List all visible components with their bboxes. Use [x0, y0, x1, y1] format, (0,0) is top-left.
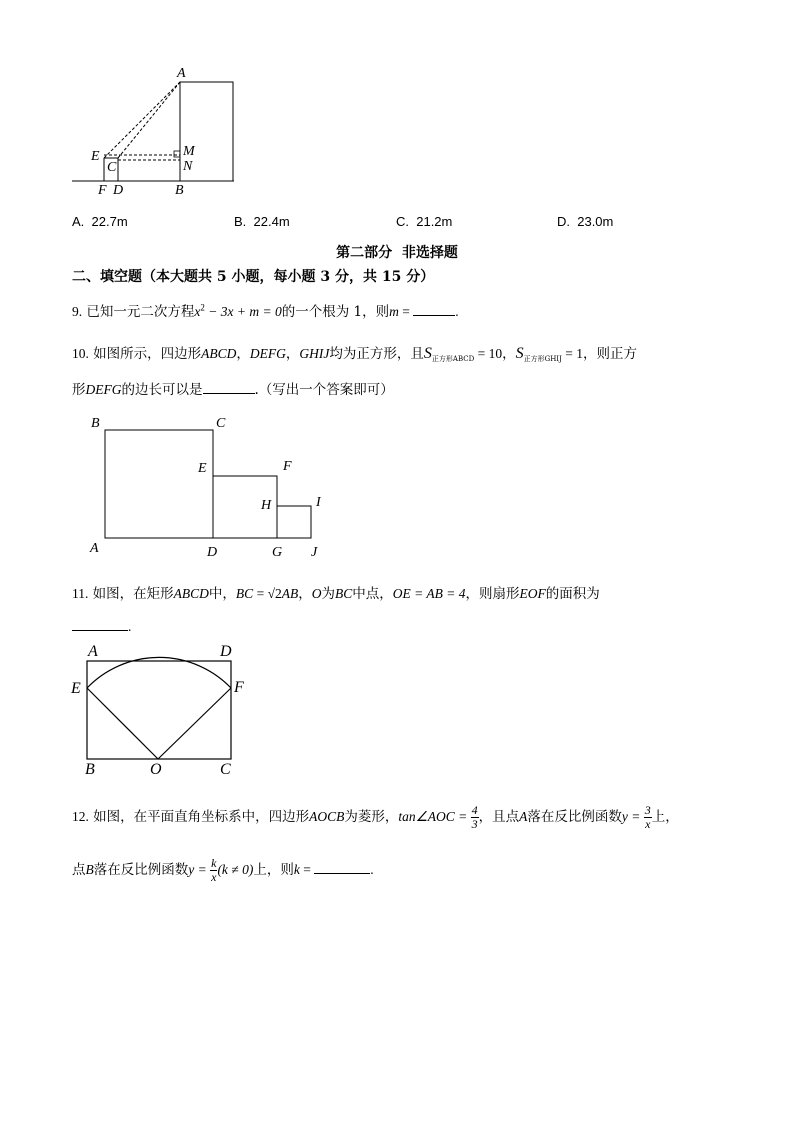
q11-answer-blank [72, 618, 128, 631]
q10-label-d: D [207, 545, 218, 560]
q8-label-n: N [183, 159, 193, 174]
q8-label-e: E [91, 149, 100, 164]
q8-option-b: B. 22.4m [234, 214, 290, 229]
q10-label-c: C [216, 416, 226, 431]
q8-option-a: A. 22.7m [72, 214, 128, 229]
q10-label-h: H [261, 498, 272, 513]
q10-label-f: F [283, 459, 292, 474]
question-11-line-1: 11. 如图，在矩形ABCD中，BC = √2AB，O为BC中点，OE = AB = 4，则扇形EOF的面积为 [72, 586, 600, 602]
q11-label-d: D [220, 643, 232, 660]
q10-label-e: E [198, 461, 207, 476]
q11-label-c: C [220, 761, 231, 778]
part-title: 二、填空题（本大题共 5 小题，每小题 3 分，共 15 分） [72, 269, 435, 285]
question-12-line-1: 12. 如图，在平面直角坐标系中，四边形AOCB为菱形，tan∠AOC = $\frac{4}{3}$ ，且点A落在反比例函数y = $\frac{3}{x}$ 上， [72, 803, 679, 831]
q12-function-2-fraction: $\frac{k}{x}$ [211, 856, 217, 884]
q8-option-d: D. 23.0m [557, 214, 614, 229]
q10-label-g: G [272, 545, 283, 560]
q8-label-f: F [98, 183, 107, 198]
question-10-line-1: 10. 如图所示，四边形ABCD，DEFG，GHIJ均为正方形，且$S_{正方形ABCD} = 10$，$S_{正方形GHIJ} = 1$，则正方 [72, 345, 638, 363]
q8-label-b: B [175, 183, 184, 198]
q10-label-i: I [316, 495, 321, 510]
q12-tan-fraction: $\frac{4}{3}$ [471, 803, 478, 831]
q8-label-m: M [183, 144, 195, 159]
question-10-line-2: 形DEFG的边长可以是 .（写出一个答案即可） [72, 382, 394, 398]
q10-label-a: A [90, 541, 99, 556]
q12-answer-blank [314, 861, 370, 874]
q10-label-j: J [311, 545, 318, 560]
q8-option-c: C. 21.2m [396, 214, 453, 229]
section-title: 第二部分 非选择题 [336, 245, 458, 261]
q8-label-d: D [113, 183, 124, 198]
q9-answer-blank [413, 303, 455, 316]
q11-label-f: F [234, 679, 244, 696]
q8-label-c: C [107, 160, 117, 175]
q10-answer-blank [203, 381, 255, 394]
q11-label-e: E [71, 680, 81, 697]
q12-function-1-fraction: $\frac{3}{x}$ [644, 803, 651, 831]
question-9: 9. 已知一元二次方程$x^2 - 3x + m = 0$的一个根为 1，则m = . [72, 302, 459, 320]
q11-label-a: A [88, 643, 98, 660]
q11-label-b: B [85, 761, 95, 778]
question-11-line-2: . [72, 618, 131, 635]
q8-label-a: A [177, 66, 186, 81]
q11-label-o: O [150, 761, 162, 778]
question-12-line-2: 点B落在反比例函数y = $\frac{k}{x}$ (k ≠ 0)上，则k = . [72, 856, 374, 884]
q10-label-b: B [91, 416, 100, 431]
